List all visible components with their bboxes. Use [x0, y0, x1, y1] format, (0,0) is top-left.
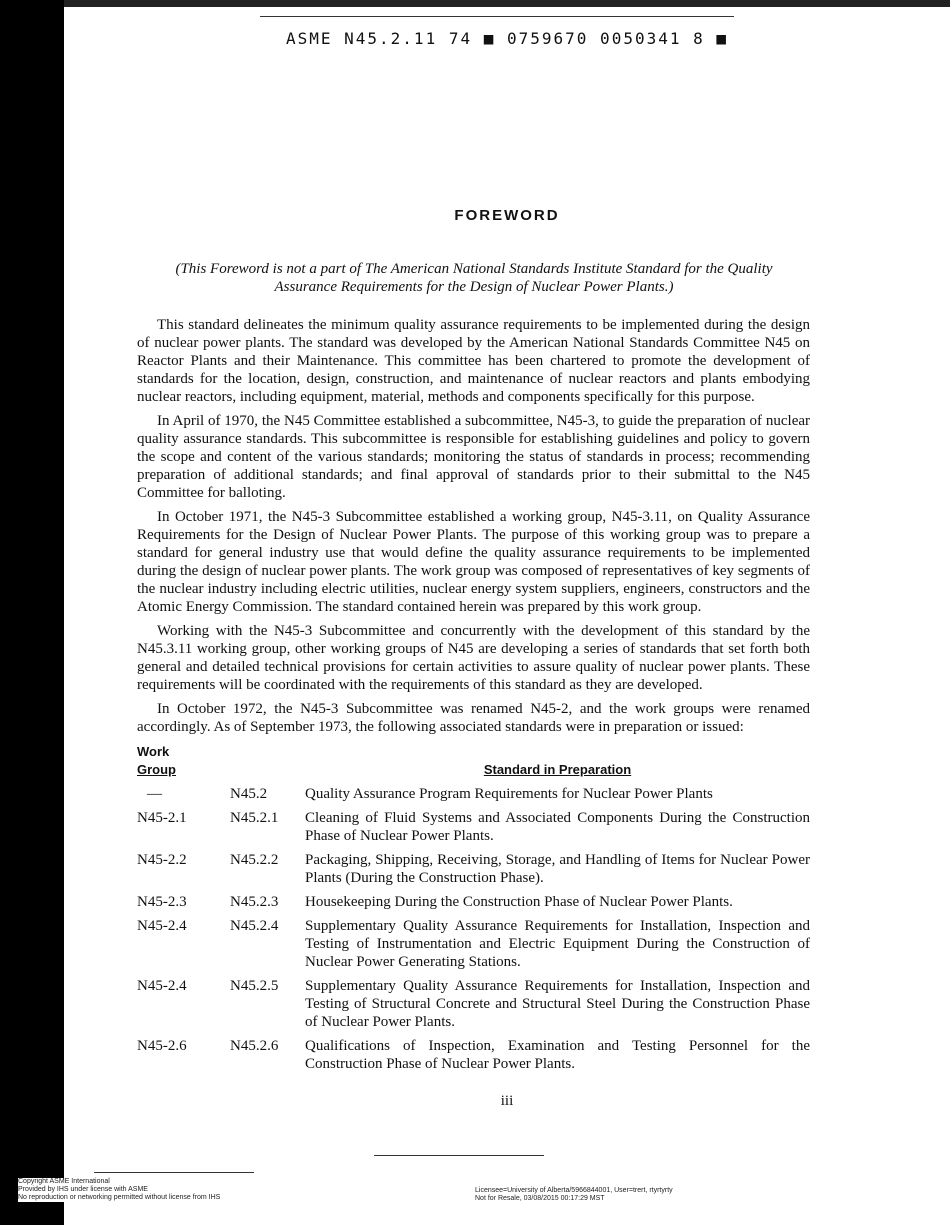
scan-top-edge [64, 0, 950, 7]
paragraph: In October 1971, the N45-3 Subcommittee established a working group, N45-3.11, on Quality Assurance Requirements for the Design of Nuclear Power Plants. The purpose of this working group was to prepare a standard for general industry use that would define the quality assurance requirements to be implemented during the design of nuclear power plants. The work group was composed of representatives of key segments of the nuclear industry including electric utilities, nuclear energy system suppliers, engineers, constructors and the Atomic Energy Commission. The standard contained herein was prepared by this work group. [137, 509, 810, 615]
standard-number-cell: N45.2.2 [230, 852, 279, 868]
page-number: iii [500, 1093, 514, 1109]
foreword-note: (This Foreword is not a part of The American National Standards Institute Standard for the Quality Assurance Requirements for the Design of Nuclear Power Plants.) [175, 261, 773, 295]
work-group-cell: N45-2.6 [137, 1038, 187, 1054]
standard-number-cell: N45.2.4 [230, 918, 279, 934]
work-group-cell: — [147, 786, 162, 802]
table-row [137, 809, 810, 845]
standard-number-cell: N45.2.1 [230, 810, 279, 826]
standard-header: Standard in Preparation [483, 762, 632, 777]
standard-title-cell: Packaging, Shipping, Receiving, Storage, and Handling of Items for Nuclear Power Plants (During the Construction Phase). [305, 852, 810, 886]
standards-table [137, 743, 810, 1073]
table-row [137, 785, 810, 803]
foreword-body [137, 316, 810, 742]
paragraph: This standard delineates the minimum quality assurance requirements to be implemented during the design of nuclear power plants. The standard was developed by the American National Standards Committee N45 on Reactor Plants and their Maintenance. This committee has been chartered to promote the development of standards for the location, design, construction, and maintenance of nuclear reactors and plants embodying nuclear reactors, including equipment, material, methods and components specifically for this purpose. [137, 317, 810, 405]
license-notice: Licensee=University of Alberta/5966844001, User=trert, rtyrtyrty Not for Resale, 03/08/2015 00:17:29 MST [475, 1187, 673, 1202]
document-page [64, 7, 950, 1225]
pen-mark [94, 1172, 254, 1173]
table-row [137, 1037, 810, 1073]
standard-number-cell: N45.2.5 [230, 978, 279, 994]
table-header [137, 743, 810, 779]
standard-number-cell: N45.2.3 [230, 894, 279, 910]
document-code: ASME N45.2.11 74 ■ 0759670 0050341 8 ■ [285, 29, 729, 48]
work-group-header: Work Group [137, 744, 176, 777]
standard-number-cell: N45.2.6 [230, 1038, 279, 1054]
work-group-cell: N45-2.4 [137, 918, 187, 934]
paragraph: In April of 1970, the N45 Committee established a subcommittee, N45-3, to guide the preparation of nuclear quality assurance standards. This subcommittee is responsible for establishing guidelines and policy to govern the scope and content of the various standards; monitoring the status of standards in process; recommending preparation of additional standards; and final approval of standards prior to their submittal to the N45 Committee for balloting. [137, 413, 810, 501]
scan-edge [0, 0, 64, 1225]
copyright-notice: Copyright ASME International Provided by IHS under license with ASME No reproduction or networking permitted without license from IHS [18, 1178, 221, 1201]
work-group-cell: N45-2.4 [137, 978, 187, 994]
pen-mark [374, 1155, 544, 1156]
work-group-cell: N45-2.3 [137, 894, 187, 910]
table-row [137, 977, 810, 1031]
standard-number-cell: N45.2 [230, 786, 268, 802]
page-title: FOREWORD [454, 207, 560, 224]
standard-title-cell: Housekeeping During the Construction Phase of Nuclear Power Plants. [305, 894, 733, 910]
table-row [137, 851, 810, 887]
standard-title-cell: Cleaning of Fluid Systems and Associated Components During the Construction Phase of Nuclear Power Plants. [305, 810, 810, 844]
header-rule [260, 16, 734, 17]
work-group-cell: N45-2.1 [137, 810, 187, 826]
standard-title-cell: Qualifications of Inspection, Examination and Testing Personnel for the Construction Phase of Nuclear Power Plants. [305, 1038, 810, 1072]
work-group-cell: N45-2.2 [137, 852, 187, 868]
table-row [137, 917, 810, 971]
table-row [137, 893, 810, 911]
standard-title-cell: Quality Assurance Program Requirements for Nuclear Power Plants [305, 786, 713, 802]
paragraph: Working with the N45-3 Subcommittee and concurrently with the development of this standard by the N45.3.11 working group, other working groups of N45 are developing a series of standards that set forth both general and detailed technical provisions for certain activities to assure quality of nuclear power plants. These requirements will be coordinated with the requirements of this standard as they are developed. [137, 623, 810, 693]
paragraph: In October 1972, the N45-3 Subcommittee was renamed N45-2, and the work groups were renamed accordingly. As of September 1973, the following associated standards were in preparation or issued: [137, 701, 810, 735]
standard-title-cell: Supplementary Quality Assurance Requirements for Installation, Inspection and Testing of Structural Concrete and Structural Steel During the Construction Phase of Nuclear Power Plants. [305, 978, 810, 1030]
standard-title-cell: Supplementary Quality Assurance Requirements for Installation, Inspection and Testing of Instrumentation and Electric Equipment During the Construction of Nuclear Power Generating Stations. [305, 918, 810, 970]
